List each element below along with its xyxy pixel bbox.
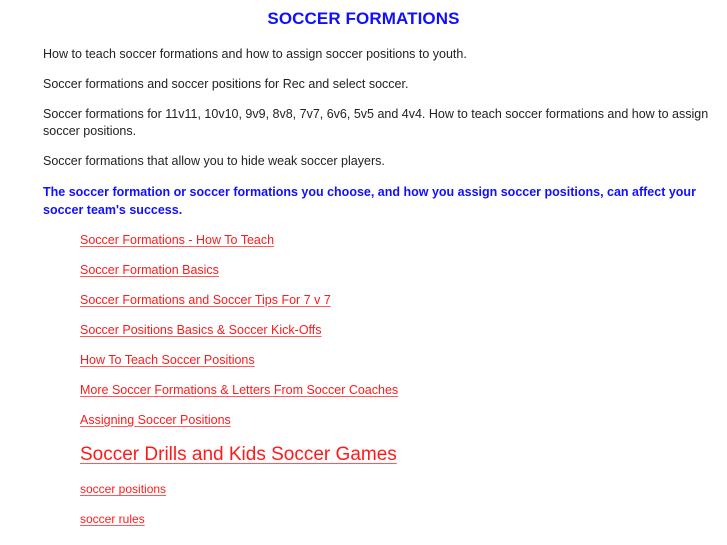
link-drills-kids-games[interactable]: Soccer Drills and Kids Soccer Games (80, 444, 397, 465)
link-formation-basics[interactable]: Soccer Formation Basics (80, 263, 219, 277)
link-soccer-positions[interactable]: soccer positions (80, 482, 167, 496)
link-assigning-positions[interactable]: Assigning Soccer Positions (80, 413, 231, 427)
link-positions-basics-kickoffs[interactable]: Soccer Positions Basics & Soccer Kick-Offs (80, 323, 322, 337)
intro-paragraph-2: Soccer formations and soccer positions for Rec and select soccer. (43, 77, 409, 91)
link-soccer-rules[interactable]: soccer rules (80, 512, 145, 526)
intro-paragraph-1: How to teach soccer formations and how to assign soccer positions to youth. (43, 47, 467, 61)
intro-paragraph-3: Soccer formations for 11v11, 10v10, 9v9, 8v8, 7v7, 6v6, 5v5 and 4v4. How to teach soccer formations and how to assign soccer positions. (43, 107, 709, 138)
link-more-formations-letters[interactable]: More Soccer Formations & Letters From Soccer Coaches (80, 383, 399, 397)
page-title: SOCCER FORMATIONS (267, 9, 460, 28)
intro-paragraph-4: Soccer formations that allow you to hide weak soccer players. (43, 154, 385, 168)
link-formations-tips-7v7[interactable]: Soccer Formations and Soccer Tips For 7 v 7 (80, 293, 331, 307)
emphasis-statement: The soccer formation or soccer formations you choose, and how you assign soccer positions, can affect your soccer team's success. (43, 185, 696, 217)
link-teach-positions[interactable]: How To Teach Soccer Positions (80, 353, 255, 367)
link-formations-how-to-teach[interactable]: Soccer Formations - How To Teach (80, 233, 275, 247)
